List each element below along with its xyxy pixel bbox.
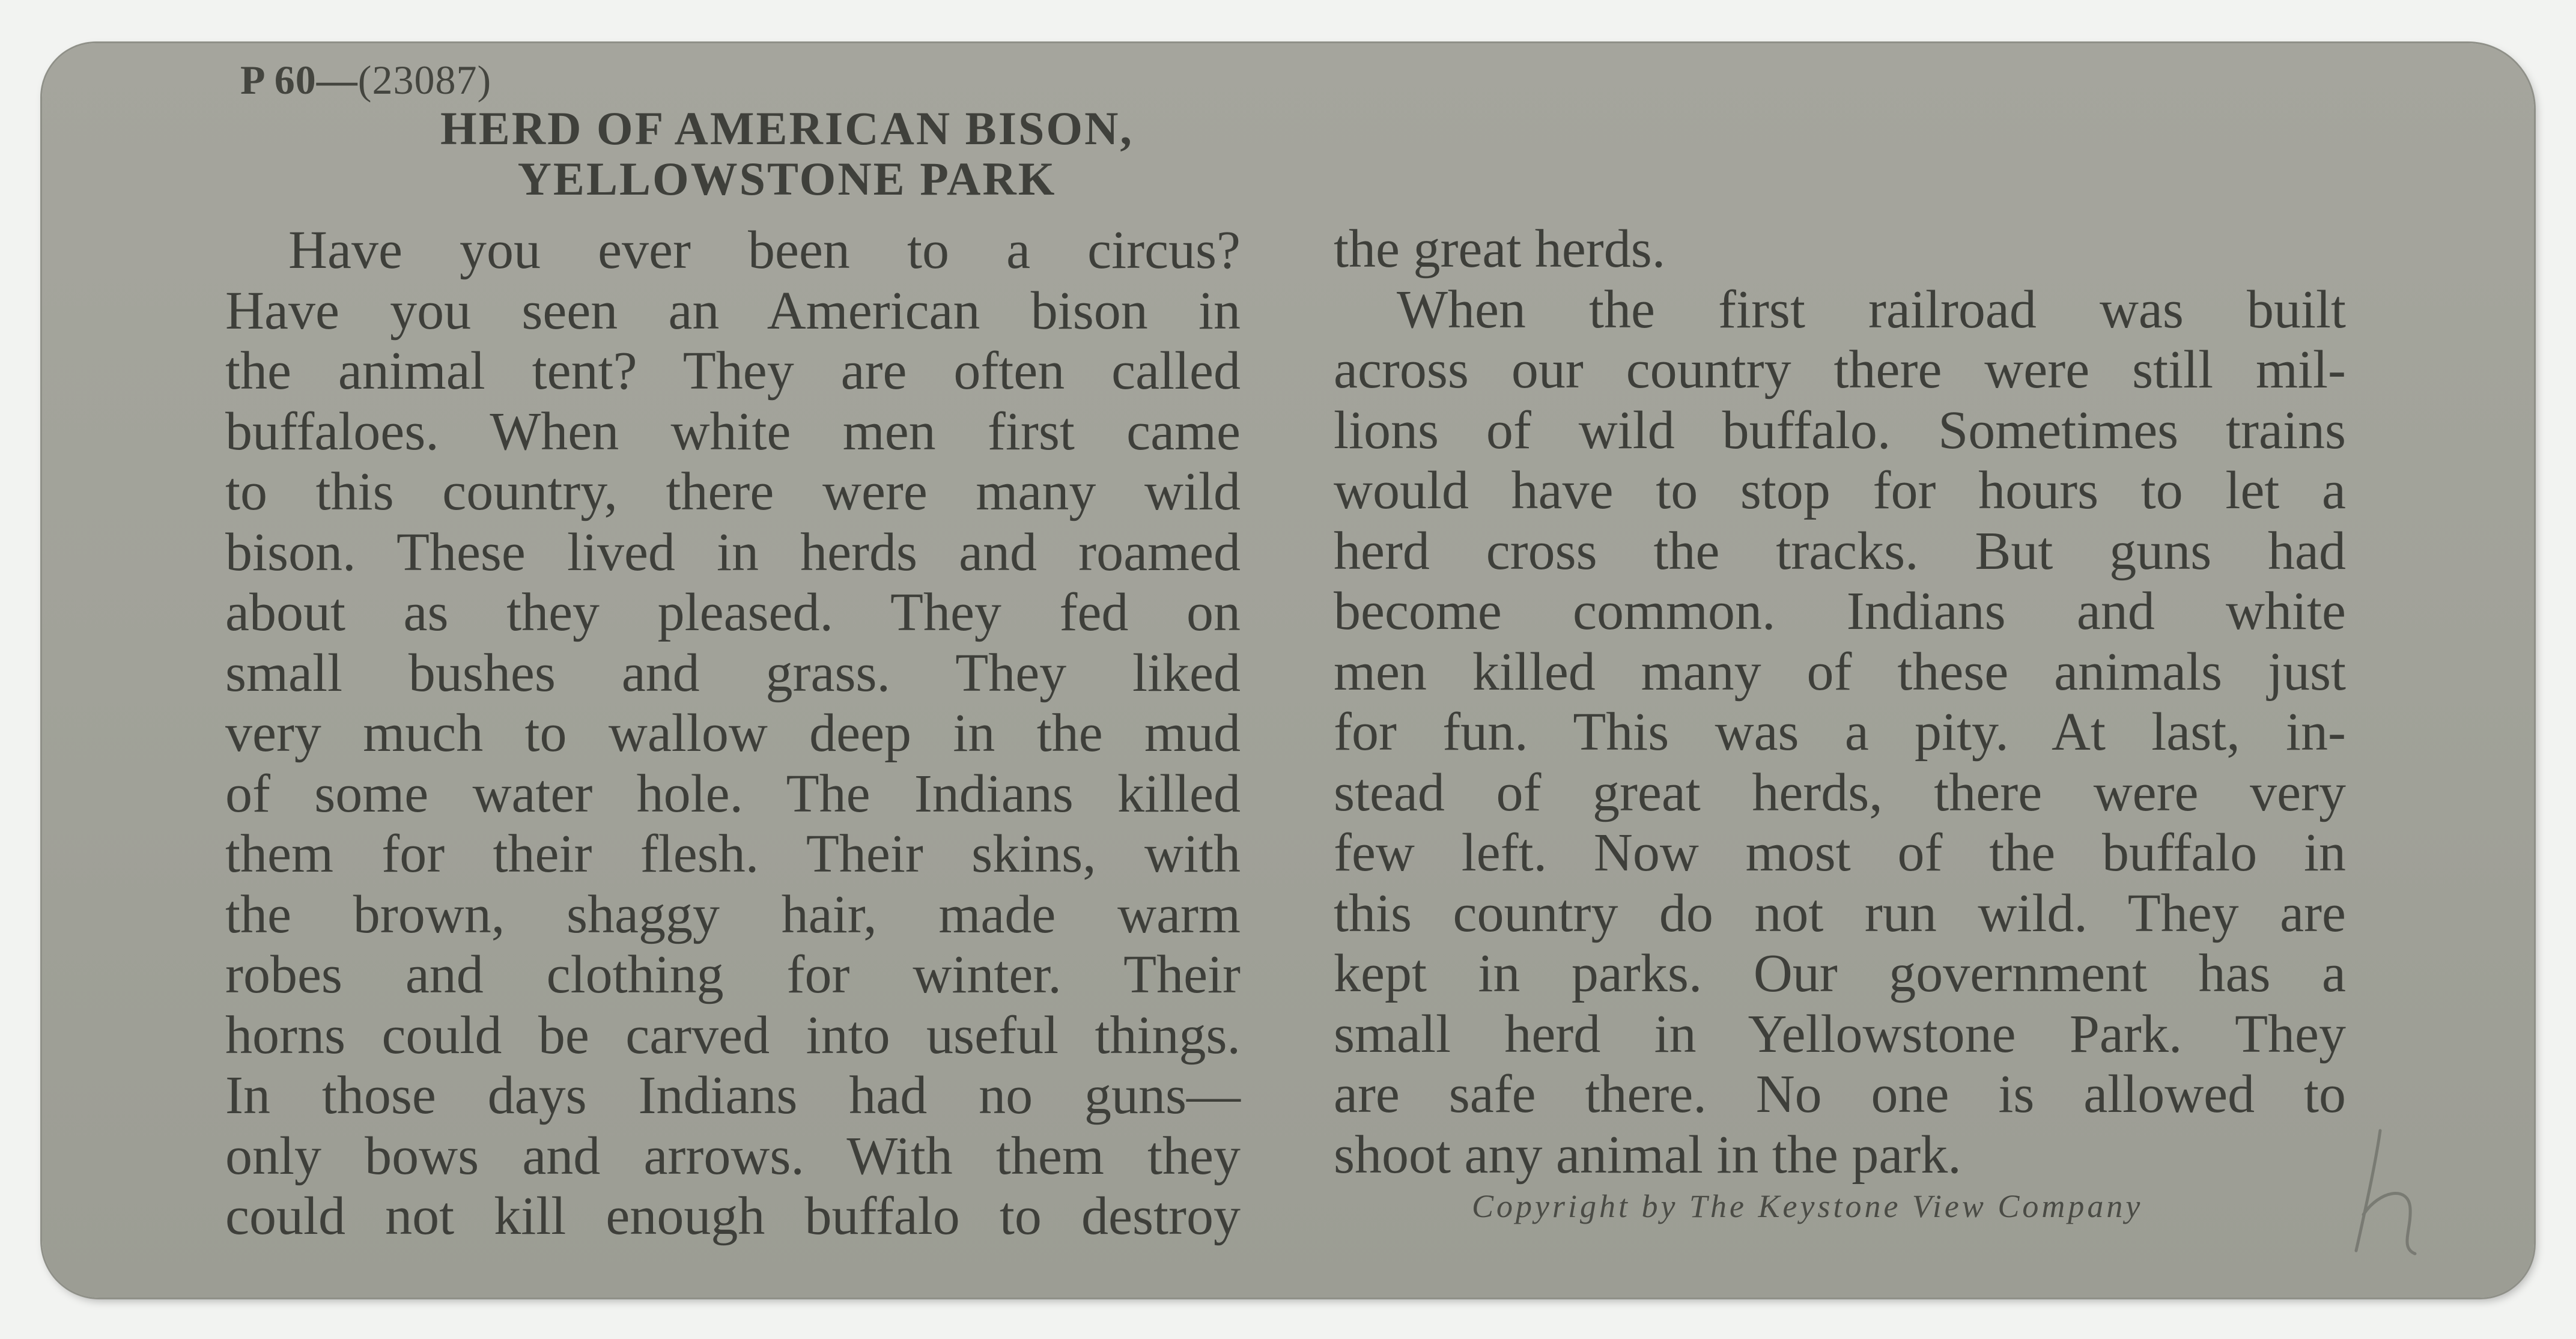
text-line: few left. Now most of the buffalo in bbox=[1334, 823, 2346, 882]
text-line: would have to stop for hours to let a bbox=[1334, 461, 2346, 520]
catalog-code: P 60— bbox=[240, 57, 358, 103]
text-line: become common. Indians and white bbox=[1334, 581, 2346, 641]
text-line: of some water hole. The Indians killed bbox=[225, 764, 1241, 824]
text-line: are safe there. No one is allowed to bbox=[1334, 1064, 2346, 1124]
text-line: horns could be carved into useful things. bbox=[225, 1005, 1241, 1065]
text-line: Have you seen an American bison in bbox=[225, 281, 1241, 341]
text-line: men killed many of these animals just bbox=[1334, 642, 2346, 702]
text-line: could not kill enough buffalo to destroy bbox=[225, 1186, 1241, 1246]
text-line: Have you ever been to a circus? bbox=[288, 220, 1241, 280]
text-line: them for their flesh. Their skins, with bbox=[225, 824, 1241, 884]
text-line: bison. These lived in herds and roamed bbox=[225, 522, 1241, 582]
text-line: robes and clothing for winter. Their bbox=[225, 945, 1241, 1004]
text-line: very much to wallow deep in the mud bbox=[225, 703, 1241, 763]
right-text-column bbox=[1334, 219, 2346, 1185]
text-line: When the first railroad was built bbox=[1397, 279, 2346, 339]
text-line: lions of wild buffalo. Sometimes trains bbox=[1334, 400, 2346, 460]
catalog-number bbox=[240, 56, 491, 104]
card-title-line-2: YELLOWSTONE PARK bbox=[517, 153, 1057, 205]
text-line: shoot any animal in the park. bbox=[1334, 1125, 1961, 1185]
card-title-line-1: HERD OF AMERICAN BISON, bbox=[440, 102, 1134, 154]
text-line: kept in parks. Our government has a bbox=[1334, 944, 2346, 1003]
text-line: the animal tent? They are often called bbox=[225, 341, 1241, 401]
text-line: the great herds. bbox=[1334, 219, 1666, 279]
text-line: In those days Indians had no guns— bbox=[225, 1066, 1241, 1125]
handwritten-pencil-mark bbox=[2343, 1119, 2439, 1263]
left-text-column bbox=[225, 220, 1241, 1247]
text-line: for fun. This was a pity. At last, in- bbox=[1334, 702, 2346, 762]
text-line: small herd in Yellowstone Park. They bbox=[1334, 1004, 2346, 1064]
text-line: the brown, shaggy hair, made warm bbox=[225, 884, 1241, 944]
text-line: buffaloes. When white men first came bbox=[225, 401, 1241, 461]
stereoview-card-back bbox=[42, 43, 2534, 1298]
text-line: about as they pleased. They fed on bbox=[225, 583, 1241, 642]
text-line: herd cross the tracks. But guns had bbox=[1334, 521, 2346, 581]
text-line: across our country there were still mil- bbox=[1334, 340, 2346, 399]
text-line: small bushes and grass. They liked bbox=[225, 643, 1241, 703]
catalog-serial: (23087) bbox=[357, 57, 492, 103]
text-line: to this country, there were many wild bbox=[225, 462, 1241, 521]
copyright-notice: Copyright by The Keystone View Company bbox=[1472, 1188, 2143, 1224]
text-line: only bows and arrows. With them they bbox=[225, 1126, 1241, 1186]
text-line: this country do not run wild. They are bbox=[1334, 883, 2346, 943]
text-line: stead of great herds, there were very bbox=[1334, 762, 2346, 822]
